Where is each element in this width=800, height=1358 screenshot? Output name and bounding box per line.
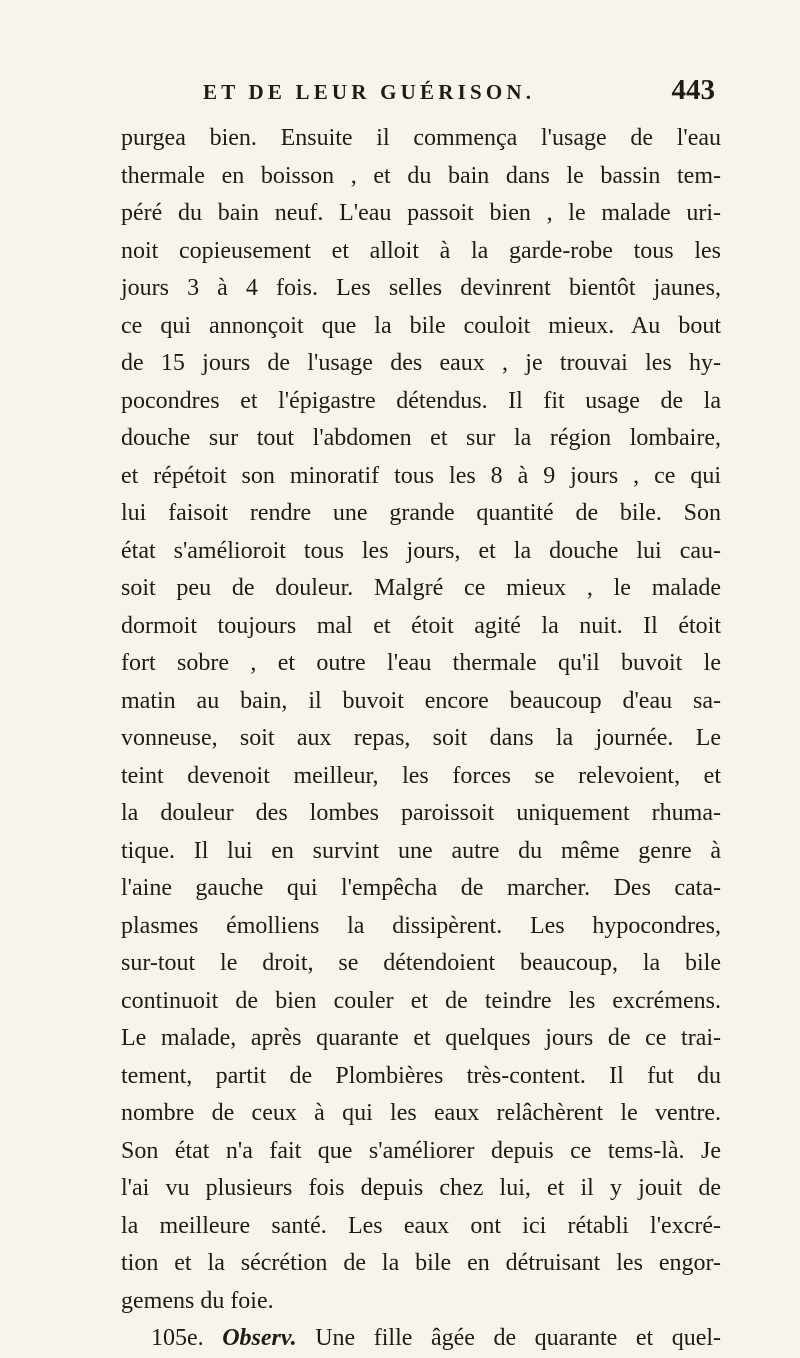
body-text [121,120,721,1358]
text-line: pocondres et l'épigastre détendus. Il fit usage de la [121,387,721,414]
text-line: Son état n'a fait que s'améliorer depuis ce tems-là. Je [121,1137,721,1164]
page-number: 443 [671,74,715,106]
text-line: la meilleure santé. Les eaux ont ici rétabli l'excré- [121,1212,721,1239]
observation-number: 105e. [151,1325,204,1351]
text-line: de 15 jours de l'usage des eaux , je trouvai les hy- [121,350,721,376]
observation-title: Observ. [222,1325,297,1351]
text-line: état s'amélioroit tous les jours, et la douche lui cau- [121,537,721,564]
text-line: teint devenoit meilleur, les forces se relevoient, et [121,762,721,789]
text-line: gemens du foie. [121,1287,274,1314]
text-line: jours 3 à 4 fois. Les selles devinrent bientôt jaunes, [121,275,721,301]
text-line: matin au bain, il buvoit encore beaucoup d'eau sa- [121,687,721,714]
text-line: l'aine gauche qui l'empêcha de marcher. Des cata- [121,875,721,901]
text-line: sur-tout le droit, se détendoient beaucoup, la bile [121,950,721,976]
text-line: lui faisoit rendre une grande quantité de bile. Son [121,500,721,526]
text-line: tement, partit de Plombières très-content. Il fut du [121,1062,721,1089]
text-line: ce qui annonçoit que la bile couloit mieux. Au bout [121,312,721,339]
running-title: ET DE LEUR GUÉRISON. [203,80,536,104]
page-header [195,74,715,114]
text-line: purgea bien. Ensuite il commença l'usage de l'eau [121,125,721,151]
observation-line [121,1320,721,1358]
text-line: dormoit toujours mal et étoit agité la nuit. Il étoit [121,612,721,639]
text-line: douche sur tout l'abdomen et sur la région lombaire, [121,425,721,451]
text-line: continuoit de bien couler et de teindre les excrémens. [121,987,721,1014]
text-line: nombre de ceux à qui les eaux relâchèrent le ventre. [121,1100,721,1126]
text-line: tique. Il lui en survint une autre du même genre à [121,837,721,864]
text-line: la douleur des lombes paroissoit uniquement rhuma- [121,800,721,826]
text-line: péré du bain neuf. L'eau passoit bien , le malade uri- [121,200,721,226]
text-line: tion et la sécrétion de la bile en détruisant les engor- [121,1250,721,1276]
text-line: l'ai vu plusieurs fois depuis chez lui, et il y jouit de [121,1175,721,1201]
text-line: vonneuse, soit aux repas, soit dans la journée. Le [121,725,721,751]
text-line: plasmes émolliens la dissipèrent. Les hypocondres, [121,912,721,939]
text-line: noit copieusement et alloit à la garde-robe tous les [121,237,721,264]
text-line: thermale en boisson , et du bain dans le bassin tem- [121,162,721,189]
text-line: et répétoit son minoratif tous les 8 à 9 jours , ce qui [121,462,721,489]
text-line: Le malade, après quarante et quelques jours de ce trai- [121,1025,721,1051]
text-line: fort sobre , et outre l'eau thermale qu'il buvoit le [121,650,721,676]
observation-text: Une fille âgée de quarante et quel- [315,1325,722,1351]
text-line: soit peu de douleur. Malgré ce mieux , le malade [121,575,721,601]
